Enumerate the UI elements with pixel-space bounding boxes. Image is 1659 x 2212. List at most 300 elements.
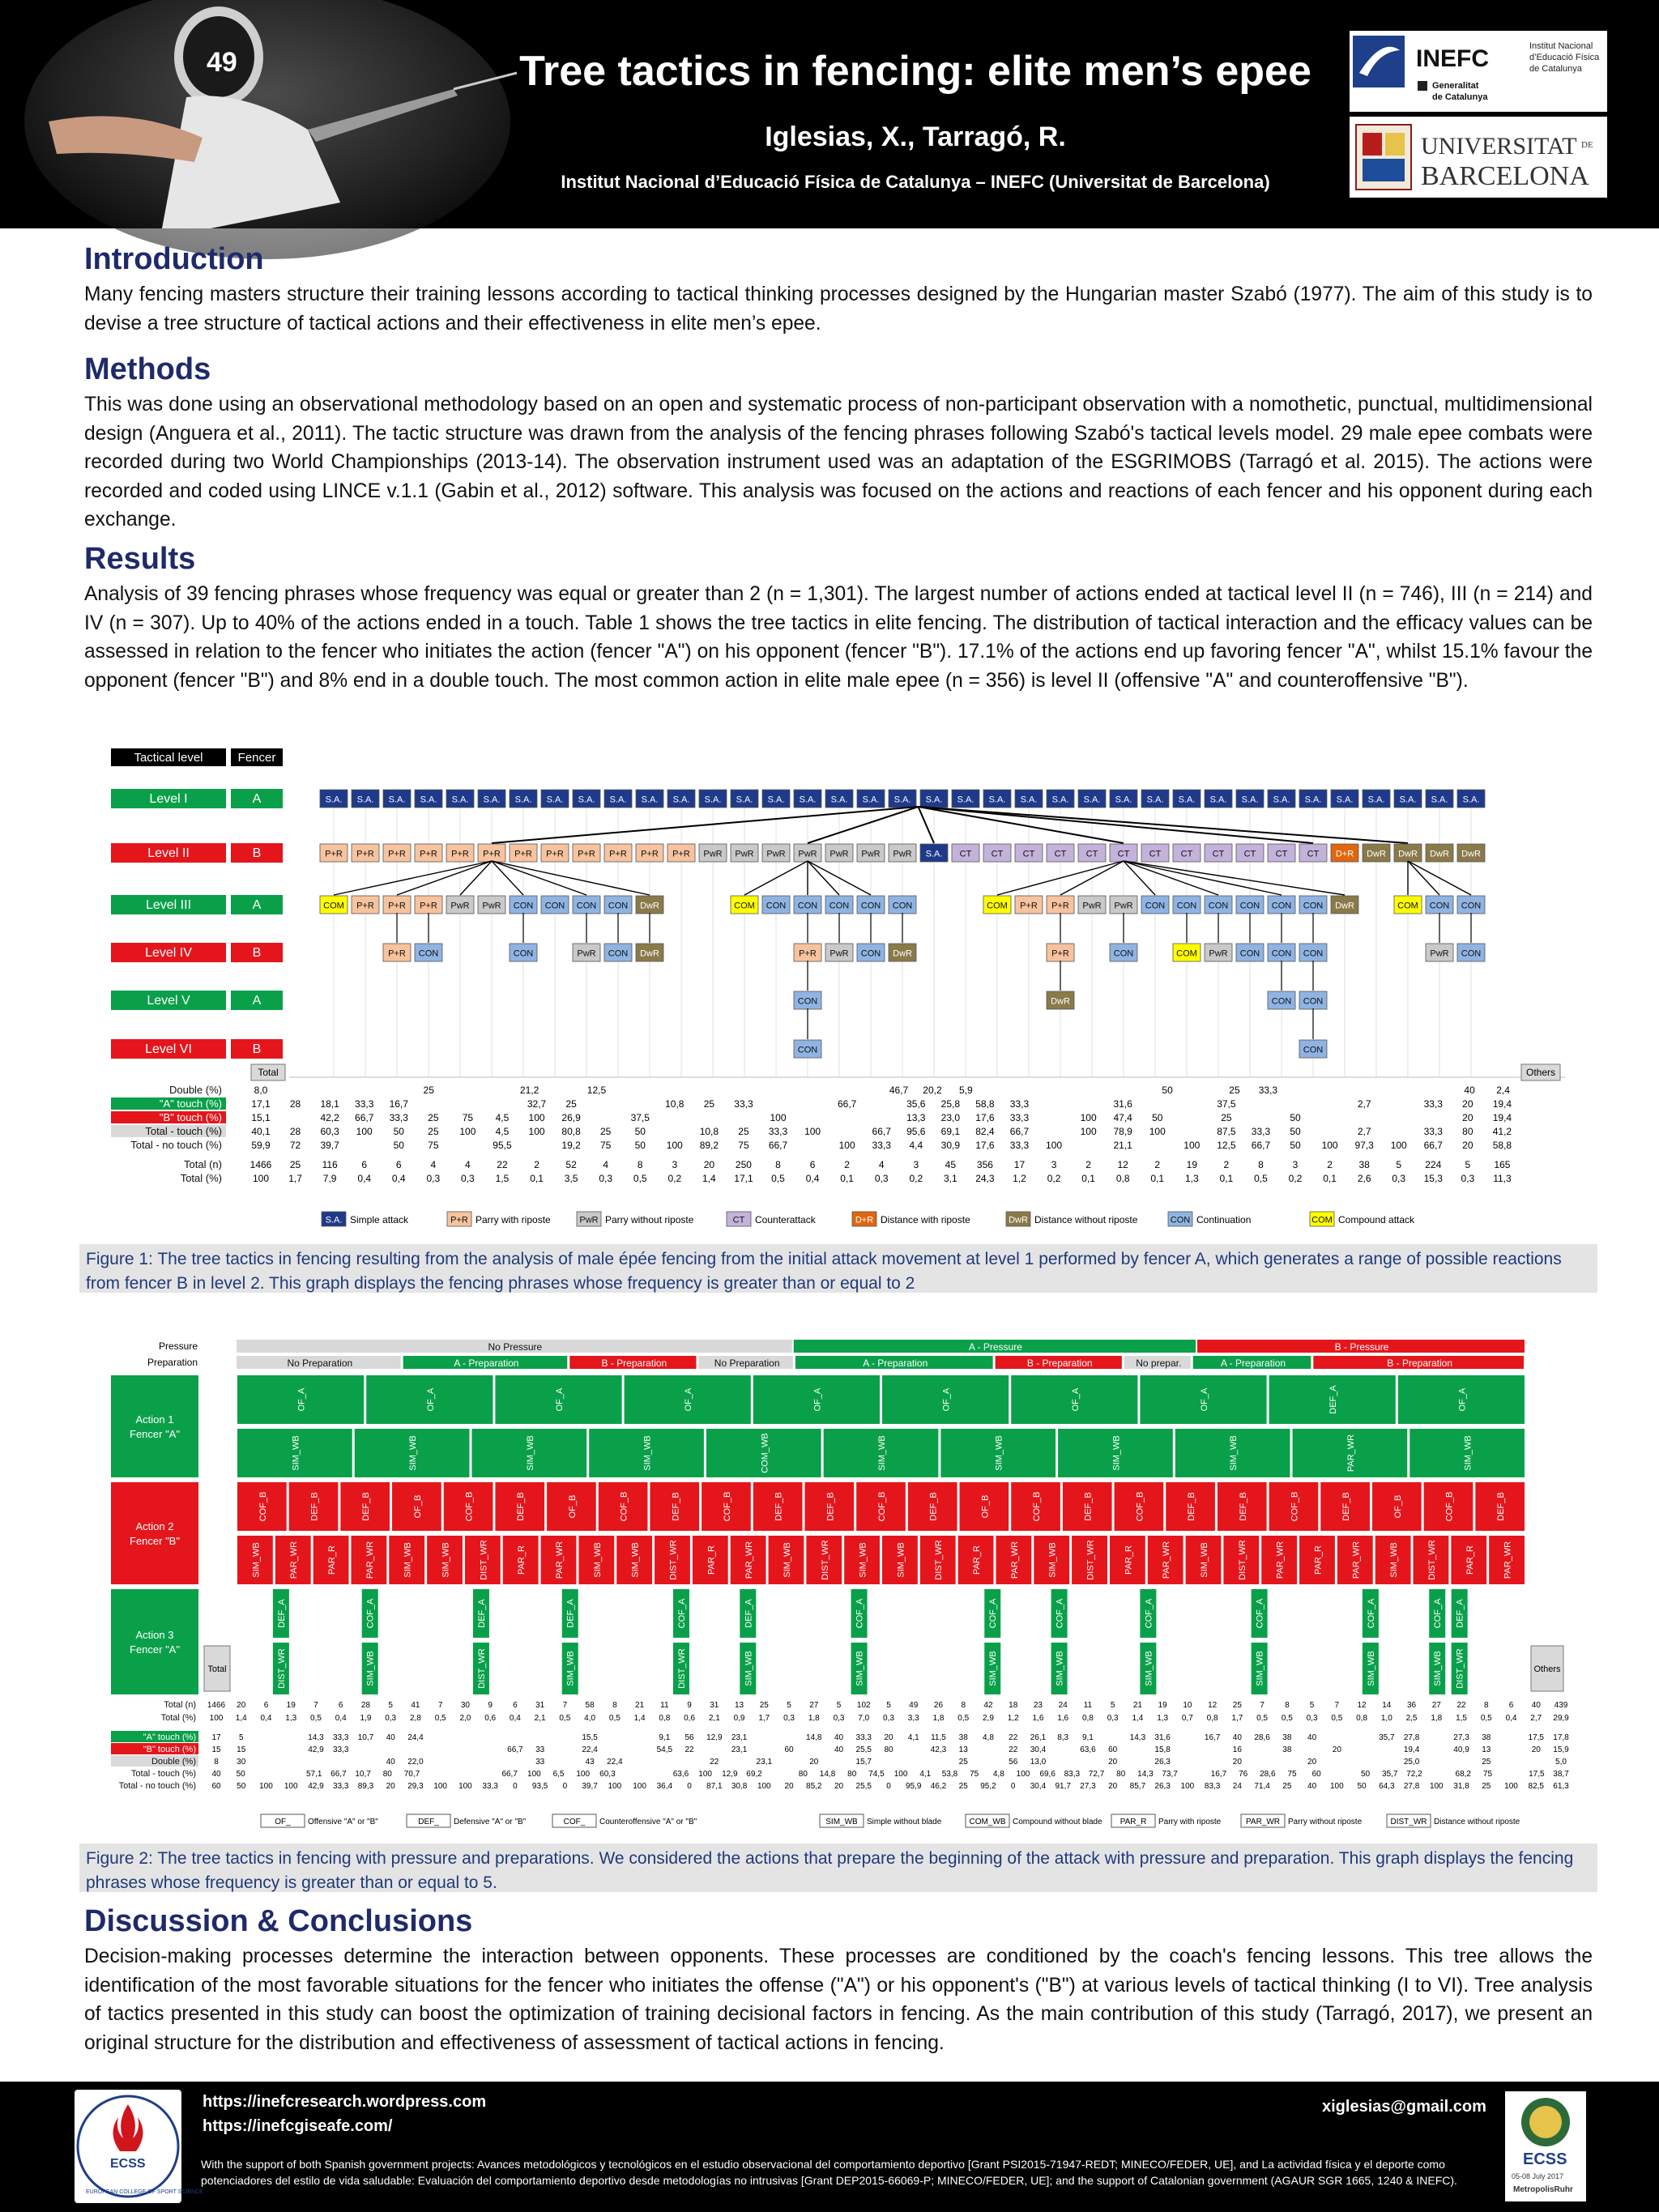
fig2-cell: 93,5 <box>531 1782 548 1791</box>
fig1-legend-swatch <box>1168 1212 1192 1226</box>
fig1-cell: 52 <box>565 1159 577 1170</box>
fig2-cell: 23 <box>1033 1701 1043 1710</box>
fig2-action-bg <box>111 1589 198 1694</box>
fig1-cell: 20,2 <box>923 1085 942 1096</box>
fig2-cell: 439 <box>1554 1701 1568 1710</box>
fig1-cell: 25 <box>1221 1112 1232 1123</box>
fig1-l1-box <box>952 790 979 808</box>
fig2-cell: 1,9 <box>360 1714 372 1723</box>
fig2-cell: 28,6 <box>1260 1770 1276 1779</box>
website-link-1[interactable]: https://inefcresearch.wordpress.com <box>203 2093 487 2111</box>
fig2-cell: 66,7 <box>331 1770 347 1779</box>
fig1-arrow <box>808 861 839 895</box>
fig2-cell: 60 <box>784 1745 794 1754</box>
fig2-cell: 29,9 <box>1553 1714 1569 1723</box>
fig1-l2-box <box>794 844 821 862</box>
fig2-legend-text: Offensive "A" or "B" <box>308 1818 378 1826</box>
fig2-cell: 1,7 <box>758 1714 770 1723</box>
fig2-cell: 28 <box>360 1701 371 1710</box>
fig1-l1-box-label: S.A. <box>1051 795 1069 805</box>
fig1-level4-box <box>1457 944 1485 961</box>
fig1-l1-box-label: S.A. <box>1083 795 1101 805</box>
fig1-cell: 82,4 <box>975 1126 995 1137</box>
fig2-a2-top-label: DEF_B <box>825 1492 836 1521</box>
fig1-cell: 0,3 <box>426 1173 441 1184</box>
fig1-legend-swatch <box>447 1212 471 1226</box>
fig1-l2-box <box>983 844 1011 862</box>
fig2-cell: 69,6 <box>1039 1770 1056 1779</box>
fig2-a2-bot-label: PAR_R <box>1124 1545 1134 1575</box>
fig2-legend-code: SIM_WB <box>825 1818 858 1826</box>
fig1-l2-box-label: CT <box>1180 849 1193 859</box>
fig2-pressure-text: No Pressure <box>488 1341 543 1353</box>
fig1-l2-box-label: CT <box>1243 849 1256 859</box>
fig1-l2-box <box>573 844 600 862</box>
fig1-l1-box-label: S.A. <box>1273 795 1290 805</box>
fig1-l1-box <box>667 790 695 808</box>
fig1-level4-box-label: PwR <box>1430 948 1449 959</box>
fig1-l2-box <box>636 844 663 862</box>
fig1-l1-box <box>478 790 505 808</box>
ub-de: DE <box>1581 140 1593 150</box>
fig2-cell: 80 <box>798 1770 808 1779</box>
fig2-cell: 75 <box>1482 1770 1493 1779</box>
fig2-a2-bot-label: SIM_WB <box>251 1542 262 1578</box>
fig2-a1-bot-label: COM_WB <box>760 1433 770 1473</box>
fig1-level3-box-label: P+R <box>1051 901 1069 911</box>
fig2-cell: 17,5 <box>1528 1733 1544 1742</box>
fig1-level-label-2: Level II <box>147 846 190 860</box>
fig2-cell: 72,7 <box>1088 1770 1105 1779</box>
fig2-action-bg <box>111 1482 198 1584</box>
fig2-cell: 4,8 <box>992 1770 1004 1779</box>
fig2-row-label: "A" touch (%) <box>143 1733 196 1742</box>
fig2-cell: 20 <box>1332 1745 1341 1754</box>
fig1-cell: 78,9 <box>1113 1126 1132 1137</box>
fig1-cell: 100 <box>1390 1140 1407 1151</box>
fig2-cell: 0,6 <box>684 1714 696 1723</box>
fig2-cell: 42,9 <box>308 1782 324 1791</box>
fig1-cell: 0,2 <box>1288 1173 1303 1184</box>
fig2-cell: 100 <box>527 1770 541 1779</box>
fig2-preparation-label: Preparation <box>147 1357 198 1368</box>
fig1-cell: 50 <box>1290 1140 1301 1151</box>
fig1-level3-box <box>1078 896 1106 914</box>
fig1-level3-box-label: CON <box>608 901 629 911</box>
fig1-l2-box-label: P+R <box>641 849 659 859</box>
fig2-cell: 31 <box>710 1701 719 1710</box>
introduction-section <box>84 241 1593 338</box>
fig1-level3-box <box>1236 896 1264 914</box>
fig1-level3-box <box>1394 896 1422 914</box>
fig1-cell: 1466 <box>249 1159 272 1170</box>
fig2-a2-bot-label: DIST_WR <box>479 1540 489 1580</box>
fig2-cell: 8 <box>1483 1701 1489 1710</box>
fig1-l2-box-label: P+R <box>483 849 501 859</box>
figure2-caption: Figure 2: The tree tactics in fencing with pressure and preparations. We considered the actions that prepare the beginning of the attack with pressure and preparation. This graph displays the fencing phrases whose frequency is greater than or equal to 5. <box>79 1843 1597 1892</box>
fig1-l1-box-label: S.A. <box>736 795 753 805</box>
fig2-cell: 28,6 <box>1254 1733 1270 1742</box>
fig2-a2-top-label: DEF_B <box>516 1492 527 1521</box>
fig2-cell: 25 <box>1282 1782 1292 1791</box>
fig1-level4-box-label: PwR <box>1209 948 1228 959</box>
fig1-level3-box-label: CON <box>1461 901 1482 911</box>
fig1-cell: 4,4 <box>909 1140 923 1151</box>
fig2-a2-top-label: DEF_B <box>671 1492 681 1521</box>
fig2-a2-bot-label: PAR_WR <box>1009 1541 1020 1579</box>
fig1-legend-swatch-label: P+R <box>450 1215 468 1225</box>
fig1-cell: 33,3 <box>355 1098 374 1110</box>
fig2-cell: 1,3 <box>1157 1714 1169 1723</box>
fig1-level3-box <box>541 896 569 914</box>
fig1-level4-box-label: CON <box>1271 948 1292 959</box>
fig1-l1-box <box>1236 790 1264 808</box>
fencer-photo <box>0 0 518 228</box>
fig2-a3-top-label: COF_A <box>1366 1598 1376 1629</box>
fig2-row-label: Total (n) <box>164 1700 196 1710</box>
fig2-cell: 100 <box>284 1782 298 1791</box>
fig2-cell: 83,3 <box>1064 1770 1081 1779</box>
fig1-l2-box <box>952 844 979 862</box>
fig2-a1-bot-label: SIM_WB <box>408 1435 419 1471</box>
fig2-cell: 7 <box>1260 1701 1265 1710</box>
fig2-a2-bot-label: PAR_WR <box>1351 1541 1362 1579</box>
fig1-level3-box <box>731 896 758 914</box>
fig2-cell: 22,4 <box>582 1745 598 1754</box>
fig1-arrow <box>1124 861 1345 895</box>
generalitat-line2: de Catalunya <box>1432 92 1488 102</box>
fig1-level4-box <box>794 944 821 961</box>
fig1-cell: 97,3 <box>1354 1140 1374 1151</box>
fig1-l1-box-label: S.A. <box>1336 795 1354 805</box>
fig2-a3-bot-label: SIM_WB <box>1055 1651 1065 1686</box>
fig1-level4-box-label: CON <box>608 948 629 959</box>
fig2-cell: 4,1 <box>907 1733 919 1742</box>
fig1-level4-box <box>636 944 663 961</box>
fig1-cell: 25 <box>1229 1085 1240 1096</box>
fig1-level3-box-label: P+R <box>420 901 437 911</box>
fig1-cell: 356 <box>976 1159 993 1170</box>
fig2-cell: 1,4 <box>1132 1714 1144 1723</box>
fig1-l1-box <box>762 790 790 808</box>
contact-email[interactable]: xiglesias@gmail.com <box>1322 2098 1486 2116</box>
fig2-row-label: Total (%) <box>160 1713 196 1723</box>
fig1-level3-box <box>1047 896 1074 914</box>
fig1-level4-box-label: CON <box>418 948 439 959</box>
fig1-level3-box-label: PwR <box>1114 901 1133 911</box>
fig2-cell: 56 <box>1009 1758 1018 1767</box>
fig2-cell: 80 <box>847 1770 857 1779</box>
fig2-a3-top-label: COF_A <box>365 1598 376 1629</box>
fig1-cell: 17,1 <box>251 1098 271 1110</box>
fig2-a2-bot-label: PAR_R <box>517 1545 527 1575</box>
fig2-a2-top-label: COF_B <box>1032 1491 1043 1522</box>
fig2-cell: 75 <box>970 1770 979 1779</box>
fig2-a1-top-label: OF_A <box>425 1387 436 1412</box>
fig1-l2-box <box>920 844 948 862</box>
fig2-a3-bot-label: SIM_WB <box>1255 1651 1265 1686</box>
fig1-cell: 100 <box>356 1126 373 1137</box>
fig2-cell: 1,4 <box>235 1714 247 1723</box>
fig1-level3-box <box>415 896 442 914</box>
fig2-cell: 38 <box>1282 1745 1292 1754</box>
fig2-cell: 82,5 <box>1528 1782 1544 1791</box>
fig1-level3-box-label: CON <box>576 901 597 911</box>
fig1-cell: 0,3 <box>874 1173 889 1184</box>
fig2-legend-code: COM_WB <box>969 1818 1006 1826</box>
fig2-cell: 10 <box>1183 1701 1192 1710</box>
fig1-cell: 33,3 <box>389 1112 408 1123</box>
fig1-level3-box <box>794 896 821 914</box>
fig2-cell: 33,3 <box>332 1745 349 1754</box>
fig2-a1-top-label: OF_A <box>1200 1387 1209 1412</box>
fig2-cell: 11,5 <box>931 1733 946 1742</box>
fig1-cell: 25 <box>565 1098 577 1110</box>
fig2-cell: 14,3 <box>1129 1733 1146 1742</box>
fig2-cell: 27 <box>1431 1701 1441 1710</box>
fig1-cell: 0,1 <box>1323 1173 1337 1184</box>
fig1-cell: 0,8 <box>1115 1173 1130 1184</box>
fig1-l1-box-label: S.A. <box>325 795 343 805</box>
fig2-cell: 64,3 <box>1379 1782 1395 1791</box>
fig2-a2-bot-label: DIST_WR <box>1427 1540 1437 1580</box>
fig2-legend-code: OF_ <box>275 1818 291 1826</box>
fig1-cell: 2 <box>844 1159 850 1170</box>
fig2-cell: 12 <box>1357 1701 1367 1710</box>
fig1-level3-box-label: CON <box>829 901 850 911</box>
fig2-cell: 22 <box>684 1745 694 1754</box>
fig1-cell: 5 <box>1396 1159 1402 1170</box>
fig2-cell: 26 <box>933 1701 944 1710</box>
fig1-level6-box <box>1299 1040 1327 1058</box>
fig1-l2-box <box>1363 844 1390 862</box>
fig2-a1-top-label: OF_A <box>812 1387 823 1412</box>
fig1-cell: 6 <box>809 1159 816 1170</box>
fig2-a2-top-label: COF_B <box>464 1491 475 1522</box>
fig1-level6-box-label: CON <box>797 1045 818 1055</box>
fig1-cell: 32,7 <box>527 1098 547 1110</box>
fig2-cell: 14,3 <box>1137 1770 1154 1779</box>
fig1-cell: 50 <box>393 1126 404 1137</box>
fig1-cell: 0,5 <box>1254 1173 1268 1184</box>
fig2-cell: 15 <box>211 1745 221 1754</box>
fig2-a1-bot-label: SIM_WB <box>291 1435 301 1471</box>
fig2-cell: 5 <box>1309 1701 1315 1710</box>
fig2-a3-bot-label: SIM_WB <box>1433 1651 1444 1686</box>
fig1-cell: 6 <box>395 1159 402 1170</box>
fig1-l1-box <box>1457 790 1485 808</box>
fig1-level3-box <box>1015 896 1043 914</box>
fig1-cell: 80 <box>1462 1126 1473 1137</box>
fig2-legend-text: Compound without blade <box>1013 1818 1102 1826</box>
fig1-cell: 100 <box>459 1126 476 1137</box>
fig2-cell: 80 <box>884 1745 893 1754</box>
fig1-level3-box-label: CON <box>1145 901 1166 911</box>
fig1-l2-box <box>889 844 916 862</box>
fig2-cell: 7 <box>1334 1701 1340 1710</box>
fig1-legend-swatch-label: D+R <box>855 1215 874 1225</box>
fig2-cell: 2,8 <box>409 1714 421 1723</box>
fig2-cell: 22 <box>1009 1745 1018 1754</box>
fig1-l1-box <box>1268 790 1295 808</box>
fig1-cell: 33,3 <box>1251 1126 1271 1137</box>
fig1-cell: 21,2 <box>519 1085 539 1096</box>
fig2-cell: 5 <box>1110 1701 1115 1710</box>
fig2-a1-top-label: OF_A <box>296 1387 307 1412</box>
fig1-legend-swatch-label: DwR <box>1009 1215 1028 1225</box>
fig1-level3-box <box>857 896 885 914</box>
fig1-cell: 33,3 <box>1258 1085 1278 1096</box>
fig1-level3-box-label: CON <box>797 901 818 911</box>
fig1-l1-box-label: S.A. <box>862 795 880 805</box>
fig1-cell: 1,3 <box>1184 1173 1199 1184</box>
fig2-cell: 40 <box>834 1745 844 1754</box>
fig1-l1-box <box>320 790 348 808</box>
fig1-level4-box <box>383 944 411 961</box>
fig1-l1-box <box>1331 790 1358 808</box>
fig2-cell: 22 <box>1009 1733 1018 1742</box>
fig2-cell: 95,9 <box>906 1782 922 1791</box>
fig2-cell: 72,2 <box>1406 1770 1422 1779</box>
fig2-cell: 0,5 <box>608 1714 621 1723</box>
fig1-cell: 100 <box>804 1126 821 1137</box>
fig1-l1-box <box>604 790 632 808</box>
fig1-l2-box-label: PwR <box>766 849 786 859</box>
fig1-legend-swatch <box>1006 1212 1030 1226</box>
fig1-cell: 12,5 <box>586 1085 607 1096</box>
fig1-cell: 95,5 <box>493 1140 512 1151</box>
fig1-l1-box-label: S.A. <box>893 795 911 805</box>
fig2-cell: 33,3 <box>855 1733 872 1742</box>
fig1-l2-box <box>604 844 632 862</box>
poster-affiliation: Institut Nacional d’Educació Física de Catalunya – INEFC (Universitat de Barcelona) <box>561 172 1270 192</box>
fig2-action-label: Action 2 <box>135 1520 174 1532</box>
fig1-cell: 8 <box>637 1159 643 1170</box>
fig2-cell: 95,2 <box>980 1782 996 1791</box>
fig1-cell: 2 <box>1154 1159 1161 1170</box>
fig1-l2-box <box>699 844 727 862</box>
fig1-cell: 12,5 <box>1217 1140 1236 1151</box>
fig2-cell: 38 <box>1282 1733 1292 1742</box>
fig2-cell: 40 <box>211 1770 221 1779</box>
fig1-l2-box <box>1110 844 1137 862</box>
fig1-cell: 8,0 <box>254 1085 268 1096</box>
fig2-a2-bot-label: PAR_R <box>972 1545 983 1575</box>
fig1-cell: 3,1 <box>944 1173 957 1184</box>
fig2-cell: 38 <box>1482 1733 1491 1742</box>
fig1-cell: 100 <box>770 1112 787 1123</box>
fig1-cell: 100 <box>528 1112 545 1123</box>
fig1-level3-box-label: PwR <box>1082 901 1102 911</box>
fig1-l1-box-label: S.A. <box>641 795 659 805</box>
fig1-l2-box-label: S.A. <box>925 849 943 859</box>
fig2-a2-bot-label: PAR_R <box>1313 1545 1324 1575</box>
fig1-cell: 33,3 <box>768 1126 788 1137</box>
fig1-l1-box-label: S.A. <box>388 795 406 805</box>
fig1-cell: 87,5 <box>1217 1126 1236 1137</box>
fig2-a3-top-label: DEF_A <box>476 1599 487 1628</box>
fig1-others-label: Others <box>1525 1067 1556 1078</box>
website-link-2[interactable]: https://inefcgiseafe.com/ <box>203 2117 393 2135</box>
fig1-cell: 0,3 <box>461 1173 475 1184</box>
fig2-cell: 53,8 <box>941 1770 958 1779</box>
fig1-cell: 100 <box>1183 1140 1201 1151</box>
fig1-level3-box-label: P+R <box>1020 901 1038 911</box>
fig1-level4-box-label: PwR <box>830 948 849 959</box>
fig1-legend-text: Continuation <box>1196 1214 1252 1225</box>
fig2-cell: 74,5 <box>868 1770 885 1779</box>
fig1-cell: 0,2 <box>1047 1173 1061 1184</box>
fig1-cell: 100 <box>1046 1140 1063 1151</box>
fig2-cell: 1,8 <box>808 1714 820 1723</box>
fig1-cell: 100 <box>838 1140 855 1151</box>
fig1-l2-box-label: P+R <box>514 849 532 859</box>
ecss-right-date: 05-08 July 2017 <box>1512 2172 1564 2180</box>
fig2-cell: 19,4 <box>1403 1745 1420 1754</box>
fig2-cell: 13 <box>734 1701 744 1710</box>
fig2-cell: 0,4 <box>509 1714 521 1723</box>
fig2-a2-bot-label: PAR_R <box>706 1545 717 1575</box>
fig2-cell: 6 <box>513 1701 518 1710</box>
fig2-a2-bot-label: PAR_WR <box>1275 1541 1286 1579</box>
fig1-cell: 66,7 <box>872 1126 891 1137</box>
fig1-level4-box <box>1205 944 1232 961</box>
fig2-cell: 63,6 <box>672 1770 689 1779</box>
fig2-preparation-text: A - Preparation <box>454 1357 519 1369</box>
fig1-cell: 50 <box>1290 1126 1301 1137</box>
fig2-a2-top-label: OF_B <box>412 1494 423 1519</box>
funding-acknowledgement: With the support of both Spanish government projects: Avances metodológicos y tecnológicos en el estudio observacional del comportamiento deportivo [Grant PSI2015-71947-REDT; MINECO/FEDER, UE], and La actividad física y el deporte como potenciadores del estilo de vida saludable: Evaluación del comportamiento deportivo desde metodologías no intrusivas [Grant DEP2015-66069-P; MINECO/FEDER, UE]; and the support of Catalonian government (AGAUR SGR 1665, 1240 & INEFC). <box>201 2158 1457 2187</box>
fig1-level3-box-label: CON <box>1176 901 1197 911</box>
fig2-a3-bot-label: SIM_WB <box>1366 1651 1376 1686</box>
fig2-cell: 0,5 <box>310 1714 322 1723</box>
poster-authors: Iglesias, X., Tarragó, R. <box>765 121 1066 152</box>
fig1-cell: 17,6 <box>975 1140 995 1151</box>
fig1-l2-box <box>352 844 379 862</box>
fig2-a2-bot-label: DIST_WR <box>668 1540 679 1580</box>
fig1-cell: 50 <box>1290 1112 1301 1123</box>
fig2-row-label: "B" touch (%) <box>143 1745 196 1754</box>
fig1-level4-box-label: P+R <box>1051 948 1069 959</box>
fig1-cell: 100 <box>1321 1140 1338 1151</box>
fig2-cell: 25 <box>1482 1758 1491 1767</box>
fig2-cell: 63,6 <box>1080 1745 1096 1754</box>
fig2-cell: 40 <box>834 1733 844 1742</box>
fig2-cell: 31,6 <box>1154 1733 1171 1742</box>
fig1-l1-box <box>1110 790 1137 808</box>
svg-text:49: 49 <box>207 47 237 78</box>
fig2-cell: 20 <box>1232 1758 1242 1767</box>
fig1-row-label: Total - touch (%) <box>145 1125 222 1137</box>
fig1-l2-box <box>1205 844 1232 862</box>
fig2-a2-bot-label: SIM_WB <box>1389 1542 1400 1578</box>
fig2-cell: 20 <box>237 1701 246 1710</box>
fig1-cell: 4,5 <box>495 1112 510 1123</box>
fig1-cell: 0,3 <box>599 1173 613 1184</box>
fig1-cell: 0,1 <box>1219 1173 1234 1184</box>
fig1-level3-box-label: COM <box>987 901 1008 911</box>
fig1-l1-box-label: S.A. <box>1178 795 1196 805</box>
introduction-text: Many fencing masters structure their training lessons according to tactical thinking processes designed by the Hungarian master Szabó (1977). The aim of this study is to devise a tree structure of tactical actions and their effectiveness in elite men’s epee. <box>84 283 1593 335</box>
fig1-l1-box-label: S.A. <box>609 795 627 805</box>
fig1-cell: 3 <box>913 1159 919 1170</box>
fig1-cell: 89,2 <box>699 1140 719 1151</box>
fig2-legend-text: Defensive "A" or "B" <box>454 1818 527 1826</box>
fig2-cell: 33,3 <box>332 1782 349 1791</box>
fig2-cell: 0,4 <box>1505 1714 1517 1723</box>
fig1-level3-box <box>1268 896 1295 914</box>
fig1-level3-box-label: PwR <box>450 901 470 911</box>
